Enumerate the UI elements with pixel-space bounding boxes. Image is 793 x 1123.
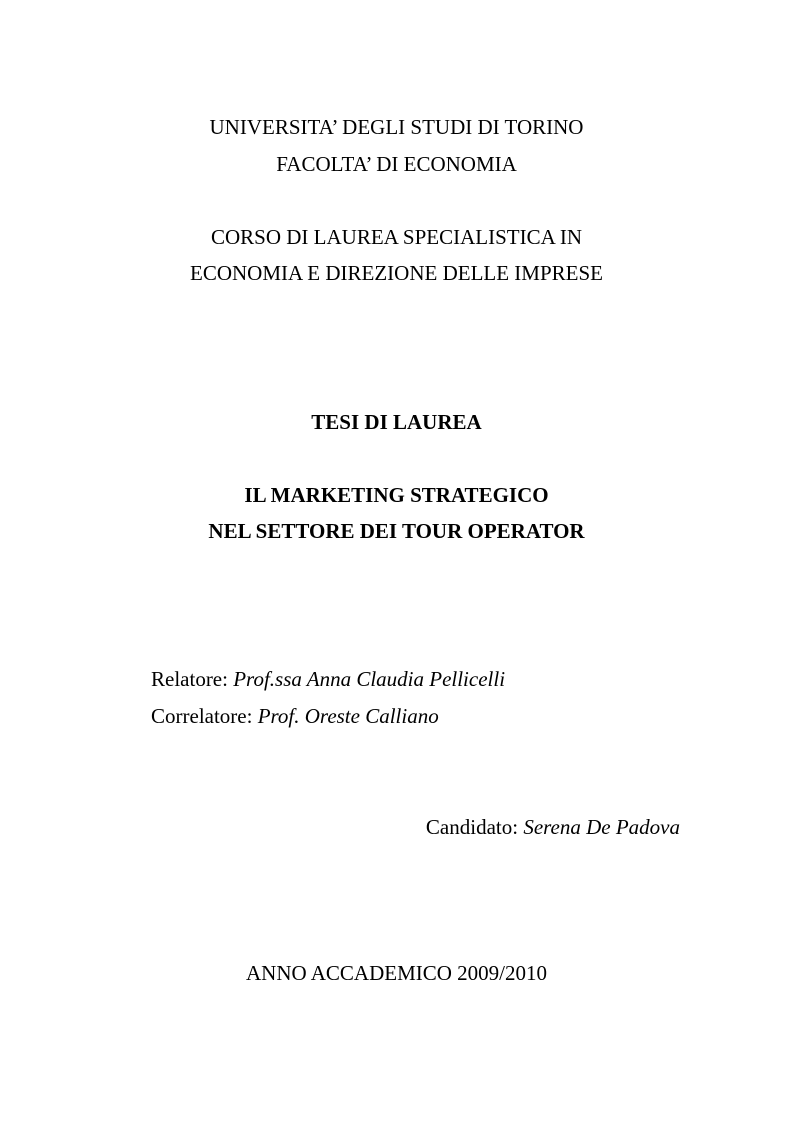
correlatore-line	[151, 703, 439, 729]
relatore-name: Prof.ssa Anna Claudia Pellicelli	[233, 667, 506, 691]
correlatore-name: Prof. Oreste Calliano	[257, 704, 439, 728]
university-name: UNIVERSITA’ DEGLI STUDI DI TORINO	[209, 115, 584, 139]
thesis-title-line-1: IL MARKETING STRATEGICO	[244, 483, 549, 507]
course-line-1: CORSO DI LAUREA SPECIALISTICA IN	[210, 225, 583, 249]
correlatore-label: Correlatore:	[151, 704, 253, 728]
relatore-line	[151, 666, 505, 692]
academic-year: ANNO ACCADEMICO 2009/2010	[245, 961, 547, 985]
candidate-label: Candidato:	[425, 815, 519, 839]
thesis-type: TESI DI LAUREA	[311, 410, 482, 434]
faculty-name: FACOLTA’ DI ECONOMIA	[276, 152, 517, 176]
thesis-title-line-2: NEL SETTORE DEI TOUR OPERATOR	[208, 519, 585, 543]
course-line-2: ECONOMIA E DIREZIONE DELLE IMPRESE	[190, 261, 603, 285]
candidate-name: Serena De Padova	[523, 815, 680, 839]
candidate-line	[426, 814, 680, 840]
relatore-label: Relatore:	[151, 667, 228, 691]
